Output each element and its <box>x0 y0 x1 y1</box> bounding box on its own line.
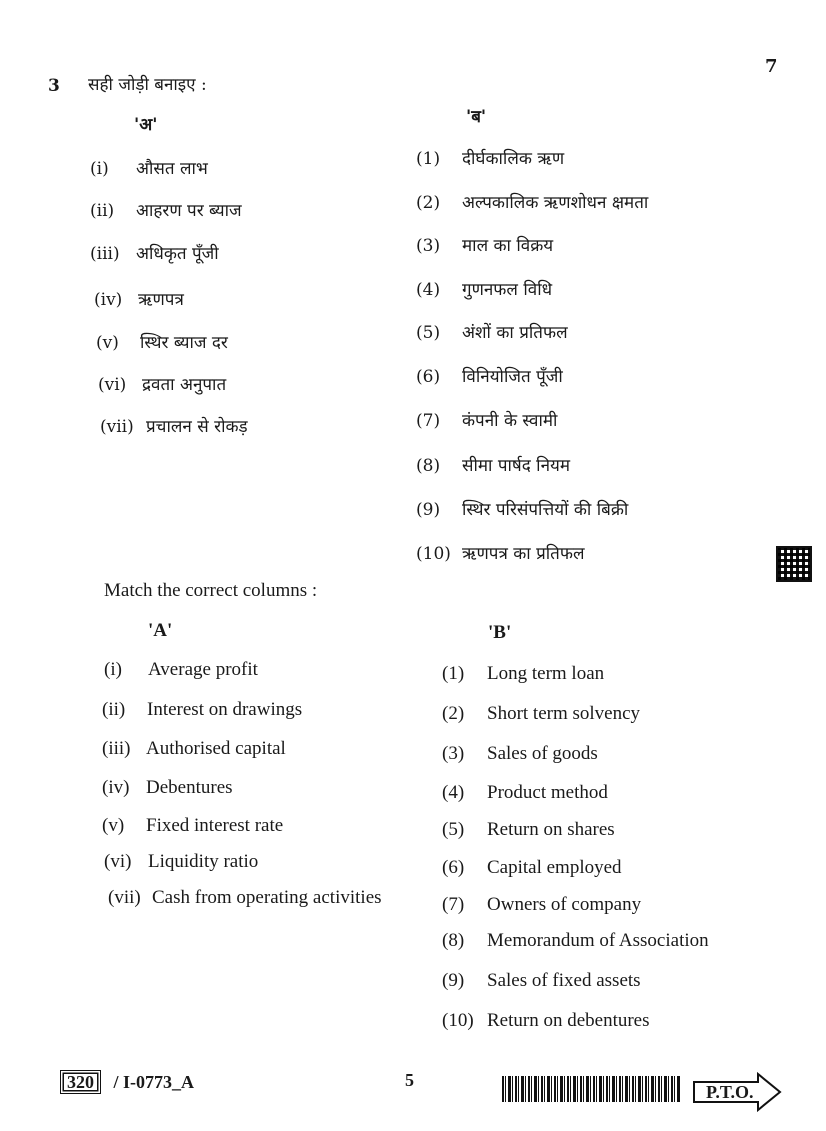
question-number: 3 <box>48 76 60 96</box>
pto-arrow <box>692 1072 784 1112</box>
list-item: (10) ऋणपत्र का प्रतिफल <box>416 544 585 564</box>
list-item: (2) Short term solvency <box>442 703 641 724</box>
english-col-b-header: 'B' <box>488 622 512 643</box>
list-item: (3) माल का विक्रय <box>416 236 554 256</box>
code-box: 320 <box>60 1070 101 1094</box>
list-item: (vii) Cash from operating activities <box>108 887 382 908</box>
english-title: Match the correct columns : <box>104 580 318 601</box>
list-item: (i) Average profit <box>104 659 258 680</box>
list-item: (ii) आहरण पर ब्याज <box>90 201 242 221</box>
list-item: (9) स्थिर परिसंपत्तियों की बिक्री <box>416 500 629 520</box>
page-number-top: 7 <box>765 56 778 77</box>
list-item: (7) कंपनी के स्वामी <box>416 411 558 431</box>
list-item: (ii) Interest on drawings <box>102 699 303 720</box>
english-col-a-header: 'A' <box>148 620 173 641</box>
list-item: (8) Memorandum of Association <box>442 930 709 951</box>
list-item: (1) दीर्घकालिक ऋण <box>416 149 565 169</box>
list-item: (4) गुणनफल विधि <box>416 280 553 300</box>
qr-code-icon <box>776 546 812 582</box>
list-item: (i) औसत लाभ <box>90 159 208 179</box>
page-number: 5 <box>405 1070 414 1090</box>
list-item: (iii) Authorised capital <box>102 738 286 759</box>
list-item: (7) Owners of company <box>442 894 642 915</box>
barcode-icon <box>502 1076 680 1102</box>
list-item: (iv) Debentures <box>102 777 233 798</box>
hindi-col-b-header: 'ब' <box>466 107 487 127</box>
list-item: (v) Fixed interest rate <box>102 815 284 836</box>
footer-code <box>60 1072 194 1093</box>
list-item: (5) Return on shares <box>442 819 615 840</box>
list-item: (vi) द्रवता अनुपात <box>98 375 227 395</box>
list-item: (5) अंशों का प्रतिफल <box>416 323 568 343</box>
list-item: (6) विनियोजित पूँजी <box>416 367 563 387</box>
list-item: (vi) Liquidity ratio <box>104 851 259 872</box>
list-item: (6) Capital employed <box>442 857 622 878</box>
hindi-title: सही जोड़ी बनाइए : <box>88 75 207 95</box>
list-item: (8) सीमा पार्षद नियम <box>416 456 571 476</box>
list-item: (1) Long term loan <box>442 663 605 684</box>
paper-code: / I-0773_A <box>113 1072 194 1092</box>
list-item: (2) अल्पकालिक ऋणशोधन क्षमता <box>416 193 649 213</box>
list-item: (iii) अधिकृत पूँजी <box>90 244 219 264</box>
list-item: (v) स्थिर ब्याज दर <box>96 333 228 353</box>
list-item: (4) Product method <box>442 782 608 803</box>
list-item: (vii) प्रचालन से रोकड़ <box>100 417 248 437</box>
list-item: (3) Sales of goods <box>442 743 598 764</box>
hindi-col-a-header: 'अ' <box>134 115 158 135</box>
list-item: (iv) ऋणपत्र <box>94 290 184 310</box>
list-item: (10) Return on debentures <box>442 1010 650 1031</box>
list-item: (9) Sales of fixed assets <box>442 970 641 991</box>
pto-label: P.T.O. <box>706 1082 754 1102</box>
